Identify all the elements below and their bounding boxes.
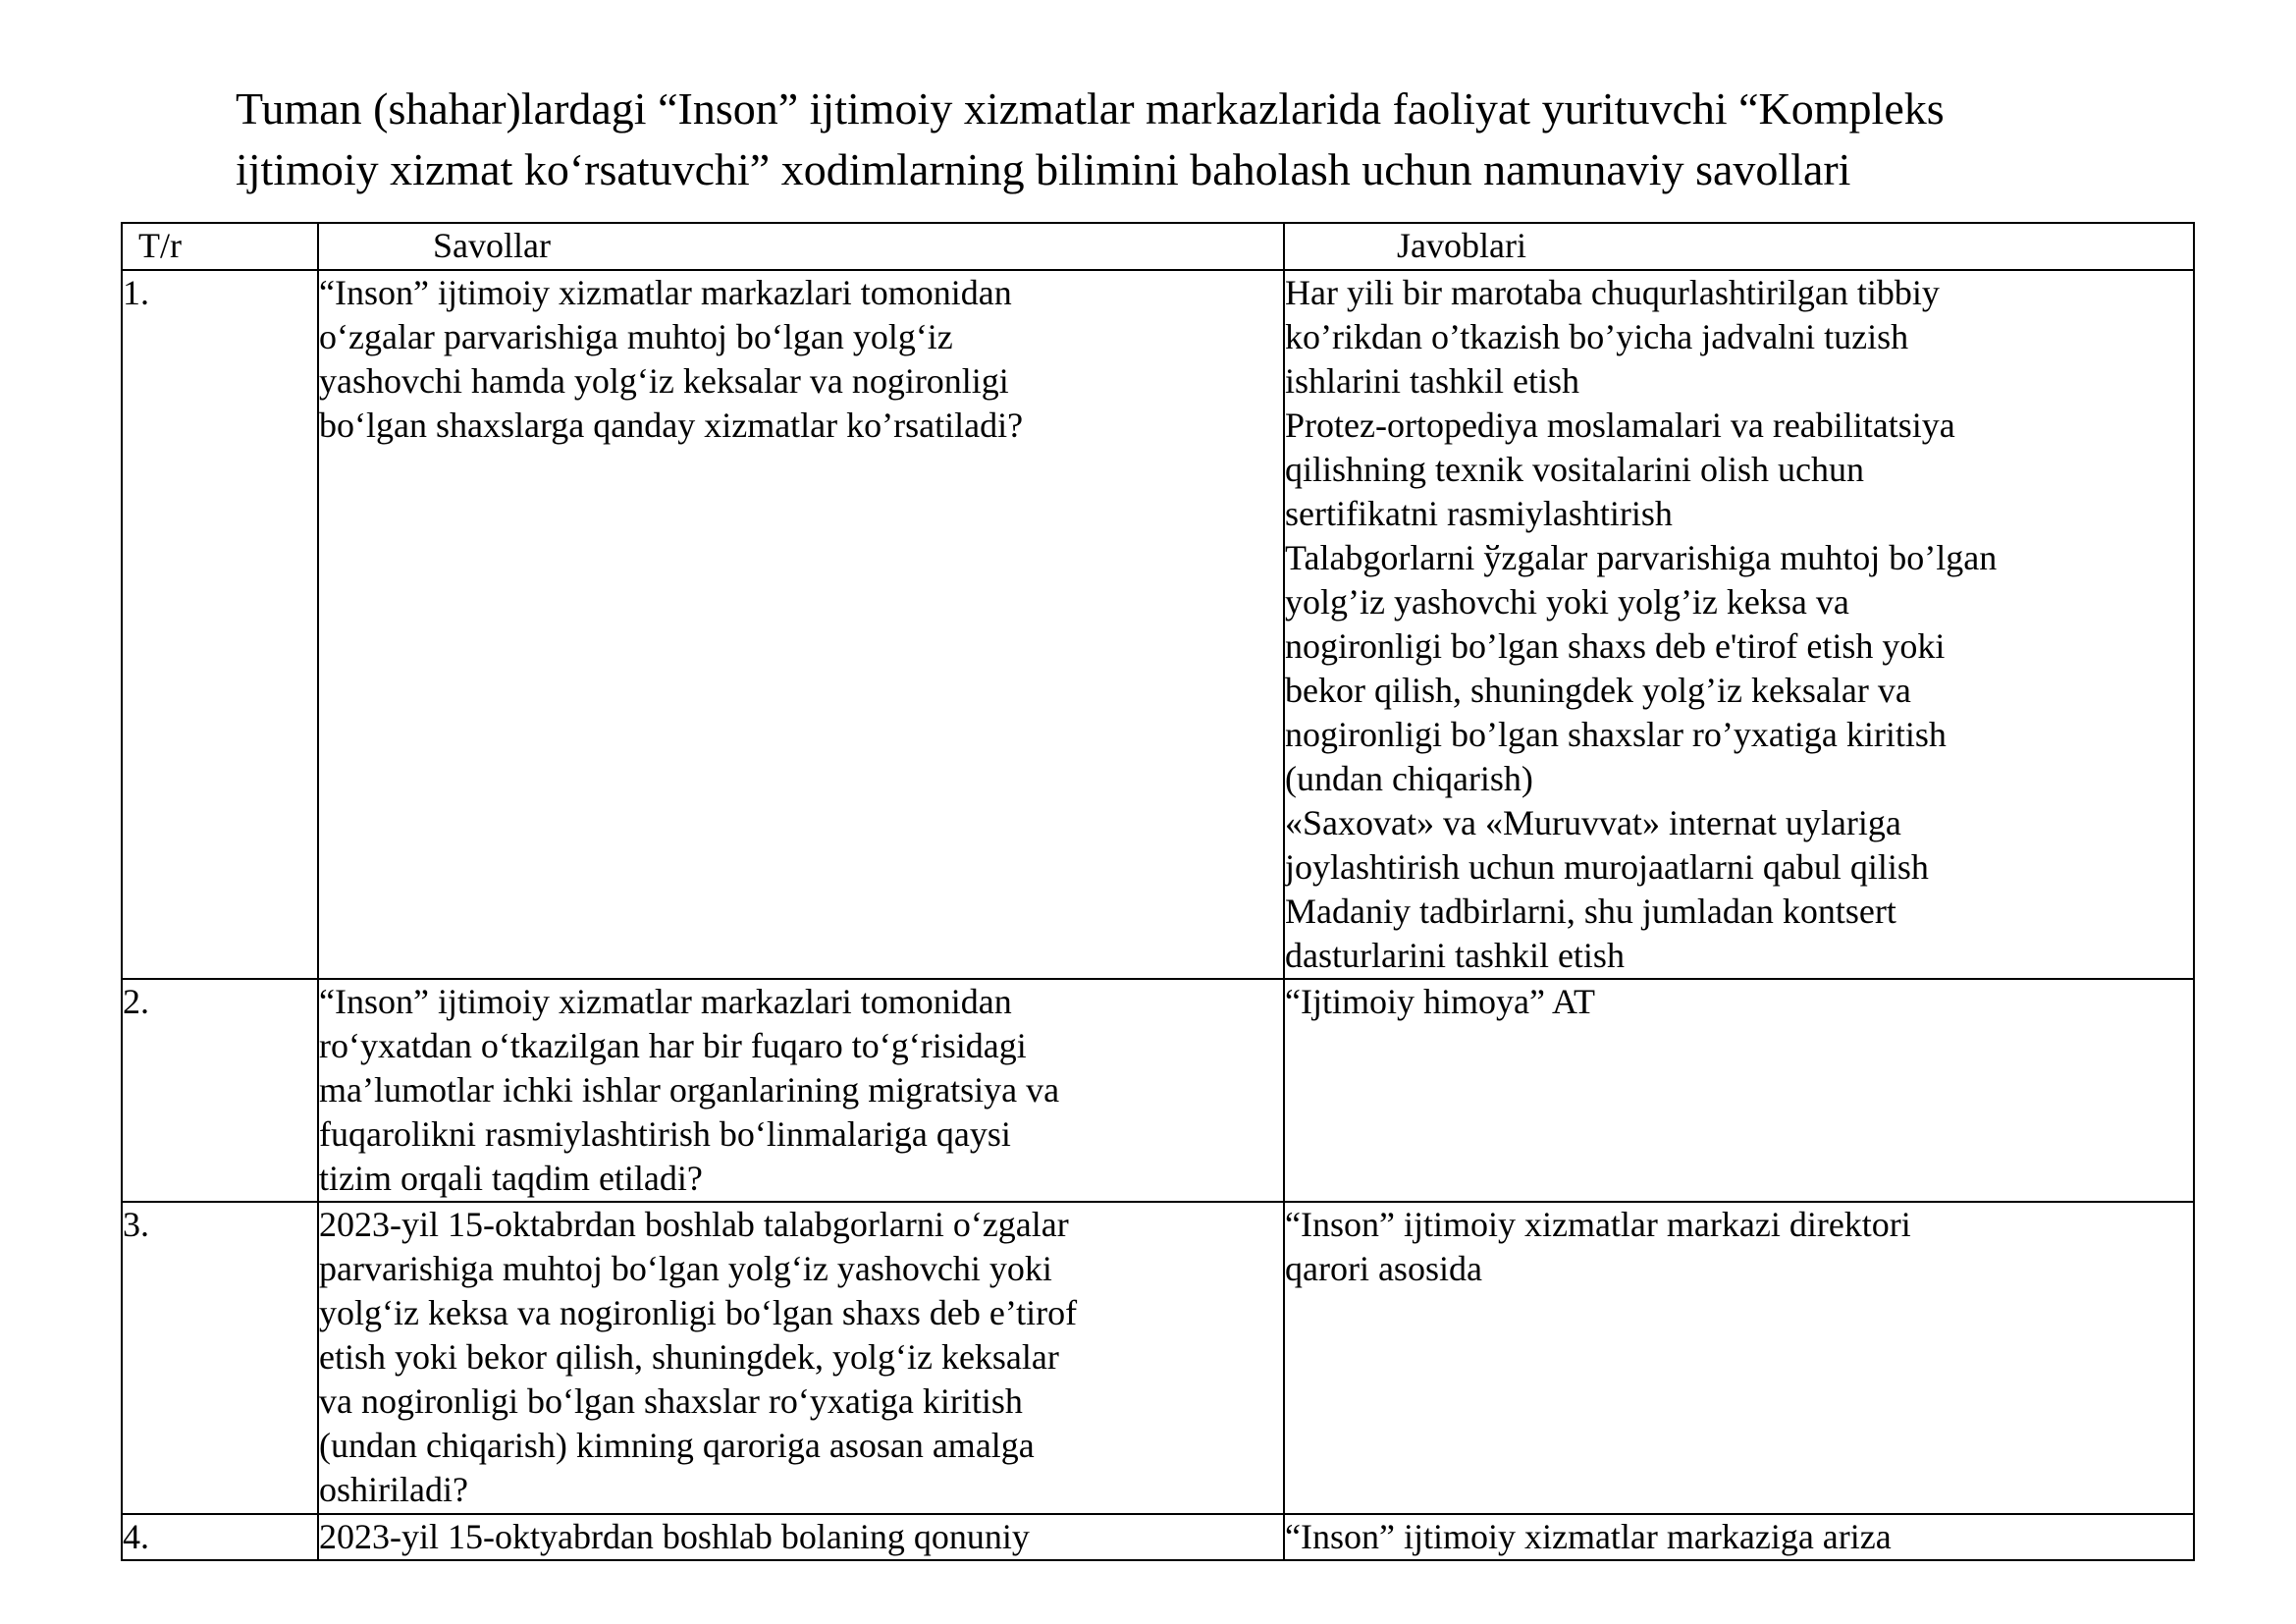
- row-number: 2.: [122, 979, 318, 1202]
- table-header-row: [122, 223, 2194, 270]
- table-row: [122, 1514, 2194, 1560]
- table-row: [122, 979, 2194, 1202]
- answer-line: “Inson” ijtimoiy xizmatlar markaziga ariza: [1285, 1517, 1892, 1556]
- header-question: Savollar: [318, 223, 1284, 270]
- question-line: parvarishiga muhtoj bo‘lgan yolg‘iz yashovchi yoki: [319, 1249, 1052, 1288]
- header-number: T/r: [122, 223, 318, 270]
- answer-line: nogironligi bo’lgan shaxs deb e'tirof etish yoki: [1285, 626, 1946, 666]
- question-cell: [318, 270, 1284, 979]
- row-number: 3.: [122, 1202, 318, 1514]
- question-line: bo‘lgan shaxslarga qanday xizmatlar ko’rsatiladi?: [319, 406, 1024, 445]
- title-line: ijtimoiy xizmat ko‘rsatuvchi” xodimlarning bilimini baholash uchun namunaviy savollari: [236, 144, 1851, 194]
- answer-line: Talabgorlarni ўzgalar parvarishiga muhtoj bo’lgan: [1285, 538, 1998, 577]
- question-line: tizim orqali taqdim etiladi?: [319, 1159, 703, 1198]
- answer-line: joylashtirish uchun murojaatlarni qabul qilish: [1285, 847, 1929, 887]
- table-row: [122, 270, 2194, 979]
- questions-table: [121, 222, 2195, 1561]
- question-line: “Inson” ijtimoiy xizmatlar markazlari tomonidan: [319, 273, 1012, 312]
- question-cell: [318, 1202, 1284, 1514]
- answer-line: Har yili bir marotaba chuqurlashtirilgan tibbiy: [1285, 273, 1940, 312]
- question-line: (undan chiqarish) kimning qaroriga asosan amalga: [319, 1426, 1035, 1465]
- answer-line: qilishning texnik vositalarini olish uchun: [1285, 450, 1864, 489]
- answer-line: yolg’iz yashovchi yoki yolg’iz keksa va: [1285, 582, 1849, 622]
- answer-line: “Inson” ijtimoiy xizmatlar markazi direktori: [1285, 1205, 1911, 1244]
- answer-line: Protez-ortopediya moslamalari va reabilitatsiya: [1285, 406, 1955, 445]
- answer-cell: [1284, 1202, 2194, 1514]
- answer-line: «Saxovat» va «Muruvvat» internat uylariga: [1285, 803, 1901, 842]
- answer-line: sertifikatni rasmiylashtirish: [1285, 494, 1673, 533]
- answer-line: (undan chiqarish): [1285, 759, 1533, 798]
- document-title: [236, 79, 2199, 200]
- row-number: 1.: [122, 270, 318, 979]
- table-row: [122, 1202, 2194, 1514]
- answer-line: ko’rikdan o’tkazish bo’yicha jadvalni tuzish: [1285, 317, 1909, 356]
- question-line: 2023-yil 15-oktabrdan boshlab talabgorlarni o‘zgalar: [319, 1205, 1069, 1244]
- answer-line: ishlarini tashkil etish: [1285, 361, 1579, 401]
- question-line: etish yoki bekor qilish, shuningdek, yolg‘iz keksalar: [319, 1337, 1059, 1377]
- question-line: oshiriladi?: [319, 1470, 468, 1509]
- header-answer: Javoblari: [1284, 223, 2194, 270]
- answer-line: bekor qilish, shuningdek yolg’iz keksalar va: [1285, 671, 1911, 710]
- row-number: 4.: [122, 1514, 318, 1560]
- answer-line: nogironligi bo’lgan shaxslar ro’yxatiga kiritish: [1285, 715, 1947, 754]
- title-line: Tuman (shahar)lardagi “Inson” ijtimoiy xizmatlar markazlarida faoliyat yurituvchi “Kompleks: [236, 83, 1945, 134]
- answer-line: qarori asosida: [1285, 1249, 1482, 1288]
- question-line: “Inson” ijtimoiy xizmatlar markazlari tomonidan: [319, 982, 1012, 1021]
- answer-line: “Ijtimoiy himoya” AT: [1285, 982, 1595, 1021]
- answer-cell: [1284, 979, 2194, 1202]
- answer-cell: [1284, 1514, 2194, 1560]
- question-line: ro‘yxatdan o‘tkazilgan har bir fuqaro to‘g‘risidagi: [319, 1026, 1027, 1065]
- question-line: yashovchi hamda yolg‘iz keksalar va nogironligi: [319, 361, 1009, 401]
- question-line: 2023-yil 15-oktyabrdan boshlab bolaning qonuniy: [319, 1517, 1030, 1556]
- answer-line: Madaniy tadbirlarni, shu jumladan kontsert: [1285, 892, 1896, 931]
- question-line: ma’lumotlar ichki ishlar organlarining migratsiya va: [319, 1070, 1060, 1110]
- question-line: fuqarolikni rasmiylashtirish bo‘linmalariga qaysi: [319, 1114, 1011, 1154]
- question-cell: [318, 1514, 1284, 1560]
- question-line: va nogironligi bo‘lgan shaxslar ro‘yxatiga kiritish: [319, 1381, 1023, 1421]
- question-line: o‘zgalar parvarishiga muhtoj bo‘lgan yolg‘iz: [319, 317, 953, 356]
- answer-cell: [1284, 270, 2194, 979]
- question-line: yolg‘iz keksa va nogironligi bo‘lgan shaxs deb e’tirof: [319, 1293, 1078, 1332]
- question-cell: [318, 979, 1284, 1202]
- answer-line: dasturlarini tashkil etish: [1285, 936, 1625, 975]
